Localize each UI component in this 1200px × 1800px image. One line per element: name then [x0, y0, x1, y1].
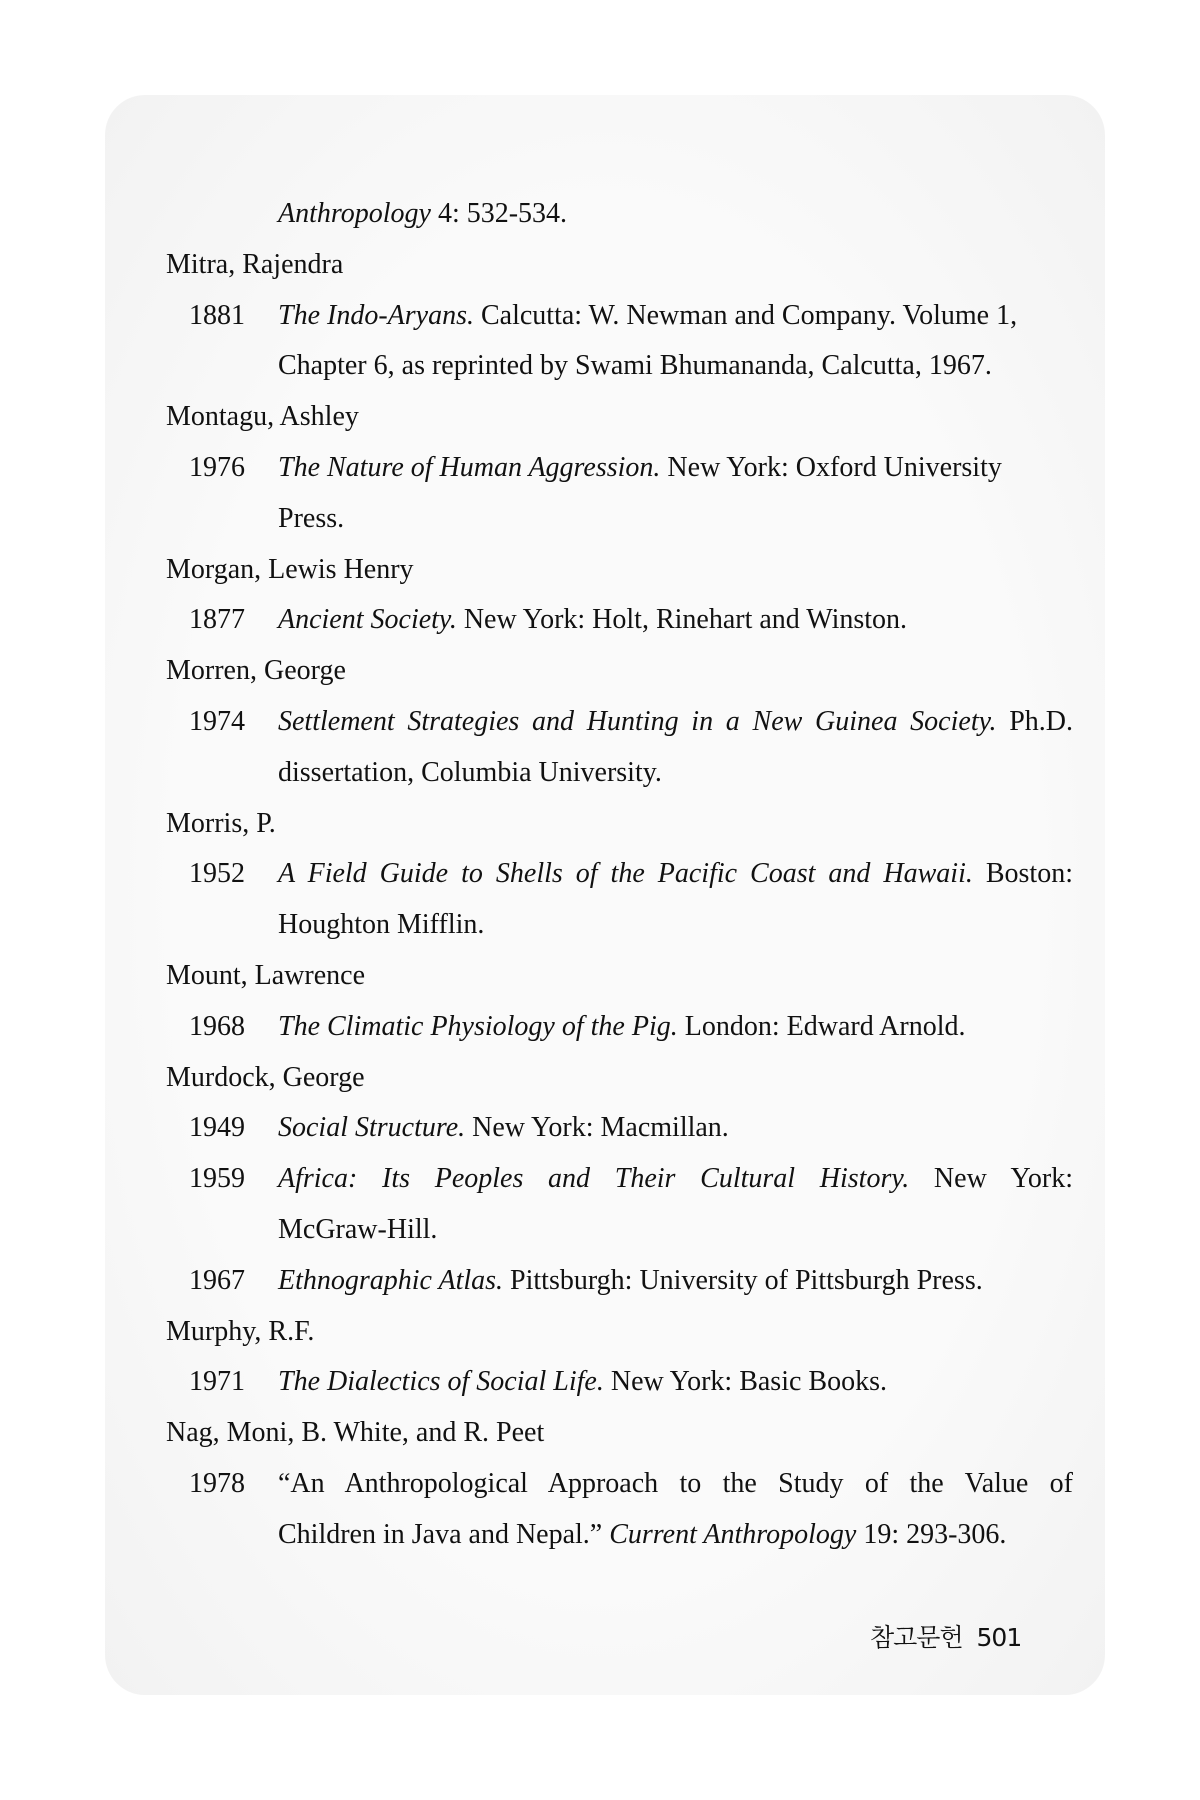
reference-citation: [278, 857, 1073, 891]
publisher-info: Ph.D.: [996, 706, 1074, 737]
citation-continuation: Chapter 6, as reprinted by Swami Bhumananda, Calcutta, 1967.: [278, 350, 992, 382]
work-title: The Climatic Physiology of the Pig.: [278, 1010, 678, 1042]
reference-author: Morris, P.: [166, 807, 276, 839]
article-title-end: Children in Java and Nepal.”: [278, 1518, 610, 1550]
reference-year: 1976: [189, 452, 245, 483]
reference-citation: [278, 1365, 887, 1399]
reference-citation: [278, 603, 907, 637]
reference-author: Murphy, R.F.: [166, 1315, 315, 1347]
reference-author: Morgan, Lewis Henry: [166, 553, 414, 585]
publisher-info: New York: Basic Books.: [603, 1366, 887, 1398]
section-name: 참고문헌: [870, 1623, 963, 1652]
reference-year: 1881: [189, 299, 245, 331]
citation-rest: 4: 532-534.: [430, 198, 568, 229]
reference-citation: [278, 705, 1073, 739]
reference-citation: [278, 1162, 1073, 1196]
reference-year: 1967: [189, 1264, 245, 1296]
publisher-info: New York: Macmillan.: [465, 1112, 729, 1144]
work-title: Settlement Strategies and Hunting in a New Guinea Society.: [278, 706, 997, 737]
reference-year: 1974: [189, 706, 245, 737]
reference-author: Mount, Lawrence: [166, 960, 366, 991]
reference-author: Morren, George: [166, 655, 346, 687]
work-title: Africa: Its Peoples and Their Cultural History.: [278, 1163, 910, 1195]
volume-pages: 19: 293-306.: [856, 1518, 1007, 1550]
citation-continuation: Houghton Mifflin.: [278, 909, 485, 941]
publisher-info: Pittsburgh: University of Pittsburgh Press.: [503, 1264, 983, 1296]
work-title: The Dialectics of Social Life.: [278, 1366, 604, 1398]
citation-continuation: Press.: [278, 502, 345, 534]
reference-author: Mitra, Rajendra: [166, 248, 344, 280]
publisher-info: New York: Oxford University: [660, 452, 1002, 483]
citation-continuation: McGraw-Hill.: [278, 1214, 438, 1245]
reference-author: Nag, Moni, B. White, and R. Peet: [166, 1417, 545, 1449]
reference-year: 1952: [189, 858, 245, 890]
citation-continuation: dissertation, Columbia University.: [278, 756, 662, 788]
publisher-info: Calcutta: W. Newman and Company. Volume 1,: [473, 299, 1018, 331]
work-title: The Nature of Human Aggression.: [278, 452, 661, 483]
publisher-info: London: Edward Arnold.: [677, 1010, 966, 1042]
reference-citation: “An Anthropological Approach to the Study of the Value of: [278, 1468, 1073, 1499]
publisher-info: New York: Holt, Rinehart and Winston.: [456, 604, 908, 636]
citation-continuation: [278, 1518, 1006, 1552]
journal-title: Current Anthropology: [609, 1518, 857, 1550]
reference-citation: [278, 451, 1002, 485]
reference-year: 1959: [189, 1163, 245, 1195]
reference-year: 1971: [189, 1366, 245, 1398]
reference-citation: [278, 1264, 983, 1298]
continuation-line: [278, 197, 567, 231]
reference-citation: [278, 1010, 965, 1044]
book-page: [105, 95, 1105, 1695]
reference-author: Montagu, Ashley: [166, 401, 359, 433]
publisher-info: Boston:: [972, 858, 1073, 890]
page-number: 501: [976, 1623, 1022, 1652]
work-title: Social Structure.: [278, 1112, 466, 1144]
journal-title: Anthropology: [278, 198, 431, 229]
reference-citation: [278, 299, 1017, 333]
work-title: Ancient Society.: [278, 604, 457, 636]
reference-author: Murdock, George: [166, 1061, 365, 1093]
reference-year: 1968: [189, 1010, 245, 1042]
reference-year: 1877: [189, 604, 245, 636]
reference-citation: [278, 1111, 729, 1145]
work-title: Ethnographic Atlas.: [278, 1264, 504, 1296]
reference-year: 1978: [189, 1468, 245, 1499]
reference-year: 1949: [189, 1112, 245, 1144]
page-footer: [870, 1618, 1021, 1654]
work-title: The Indo-Aryans.: [278, 299, 474, 331]
publisher-info: New York:: [909, 1163, 1073, 1195]
work-title: A Field Guide to Shells of the Pacific Coast and Hawaii.: [278, 858, 973, 890]
